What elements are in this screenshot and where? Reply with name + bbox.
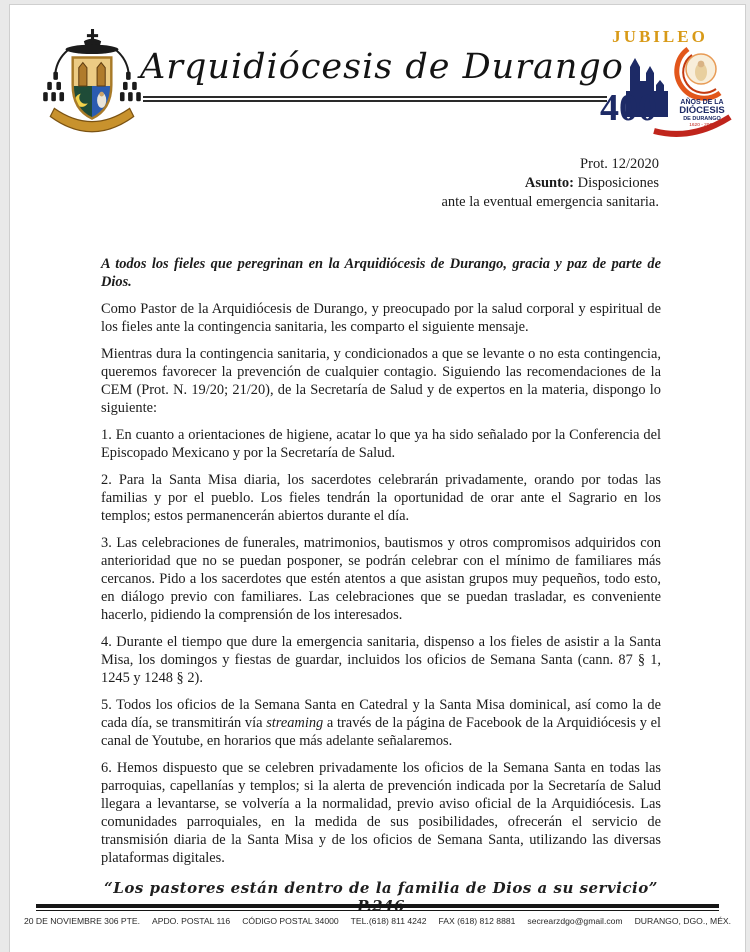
closing-quote: “Los pastores están dentro de la familia de Dios a su servicio” P.246 [104,879,658,915]
footer-contact-line [10,916,745,926]
disposition-6: 6. Hemos dispuesto que se celebren privadamente los oficios de la Semana Santa en todas las parroquias, capellanías y templos; si la alerta de prevención indicada por la Secretaría de Salud llegara a levantarse, se volvería a la normalidad, previo aviso oficial de la Arquidiócesis. Las comunidades parroquiales, en la medida de sus posibilidades, ofrecerán el servicio de transmisión diaria de la Santa Misa y de los oficios de Semana Santa, utilizando las diversas plataformas digitales. [101,760,661,866]
footer-apdo: APDO. POSTAL 116 [152,916,231,926]
footer-divider [36,904,719,911]
subject-line-2: ante la eventual emergencia sanitaria. [441,194,659,210]
disposition-2: 2. Para la Santa Misa diaria, los sacerdotes celebrarán privadamente, orando por todas las familias y por el pueblo. Los fieles tendrán la oportunidad de orar ante el Sagrario en los templos; estos permanencerán abiertos durante el día. [101,472,661,524]
footer-email: secrearzdgo@gmail.com [527,916,623,926]
footer-phone: TEL.(618) 811 4242 [350,916,427,926]
disposition-5 [101,696,661,750]
subject-value: Disposiciones [574,175,659,191]
title-divider [143,96,607,102]
letter-body [101,255,661,915]
subject-line [441,174,659,193]
archdiocese-coat-of-arms-icon [40,27,144,147]
footer-address: 20 DE NOVIEMBRE 306 PTE. [23,916,141,926]
jubileo-caption-2: DIÓCESIS [679,105,725,116]
protocol-block [441,155,659,212]
letter-page [9,4,746,952]
disposition-5-text: 5. Todos los oficios de la Semana Santa en Catedral y la Santa Misa dominical, así como la de cada día, se transmitirán vía [101,697,661,731]
subject-label: Asunto: [524,175,575,191]
disposition-4: 4. Durante el tiempo que dure la emergencia sanitaria, dispenso a los fieles de asistir a la Santa Misa, los domingos y fiestas de guardar, incluidos los oficios de Semana Santa (cann. 87 § 1, 1245 y 1248 § 2). [101,634,661,686]
paragraph-intro: Como Pastor de la Arquidiócesis de Durango, y preocupado por la salud corporal y espiritual de los fieles ante la contingencia sanitaria, les comparto el siguiente mensaje. [101,301,661,335]
disposition-1: 1. En cuanto a orientaciones de higiene, acatar lo que ya ha sido señalado por la Conferencia del Episcopado Mexicano y por la Secretaría de Salud. [101,427,661,461]
salutation: A todos los fieles que peregrinan en la Arquidiócesis de Durango, gracia y paz de parte de Dios. [101,256,661,290]
jubileo-caption-3: DE DURANGO [683,116,721,122]
footer-fax: FAX (618) 812 8881 [438,916,516,926]
footer-city: DURANGO, DGO., MÉX. [634,916,732,926]
streaming-emphasis: streaming [266,715,324,731]
paragraph-context: Mientras dura la contingencia sanitaria, y condicionados a que se levante o no esta contingencia, queremos favorecer la prevención de cualquier contagio. Siguiendo las recomendaciones de la CEM (Prot. N. 19/20; 21/20), de la Secretaría de Salud y de expertos en la materia, dispongo lo siguiente: [101,346,661,416]
page-title: Arquidiócesis de Durango [140,47,624,87]
jubileo-caption-1: AÑOS DE LA [680,99,724,106]
footer-postal-code: CÓDIGO POSTAL 34000 [242,916,339,926]
disposition-3: 3. Las celebraciones de funerales, matrimonios, bautismos y otros compromisos adquiridos con anterioridad que no se puedan posponer, se podrán celebrar con el mínimo de familiares más cercanos. Pido a los sacerdotes que estén atentos a que asistan grupos muy pequeños, todo esto, en diálogo previo con familiares. Las celebraciones que se puedan trasladar, es conveniente hacerlo, pidiendo la comprensión de los interesados. [101,535,661,623]
jubileo-years: 1620 - 2020 [689,123,715,128]
jubileo-400-logo-icon [596,25,736,147]
disposition-5-text-end: a través de la página de Facebook de la Arquidiócesis y el canal de Youtube, en horarios que más adelante señalaremos. [101,715,661,749]
jubileo-number: 400 [600,87,657,129]
protocol-number: Prot. 12/2020 [580,156,659,172]
jubileo-word: JUBILEO [612,27,708,46]
letterhead [10,5,745,155]
